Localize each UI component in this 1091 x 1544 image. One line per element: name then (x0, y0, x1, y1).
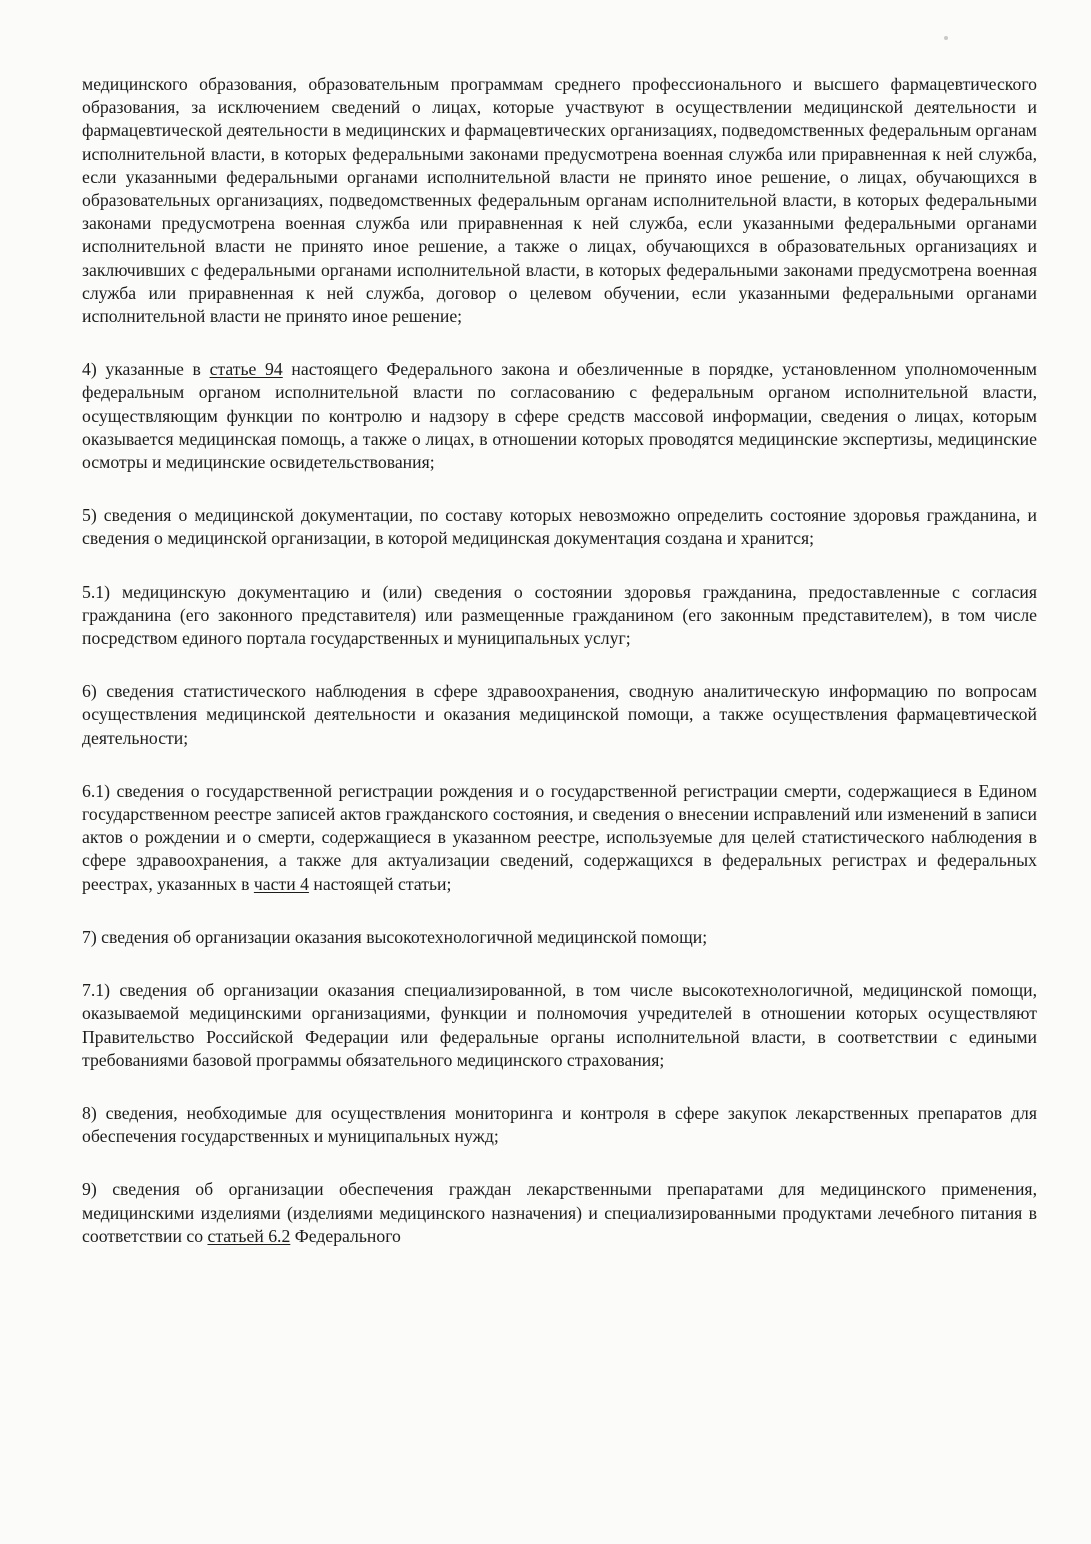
paragraph-item-6-1-text-before: 6.1) сведения о государственной регистрации рождения и о государственной регистрации смерти, содержащиеся в Едином государственном реестре записей актов гражданского состояния, и сведения о внесении исправлений или изменений в записи актов о рождении и о смерти, содержащиеся в указанном реестре, используемые для целей статистического наблюдения в сфере здравоохранения, а также для актуализации сведений, содержащихся в федеральных регистрах и федеральных реестрах, указанных в (82, 780, 1037, 894)
paragraph-item-4-text-before: 4) указанные в (82, 359, 210, 380)
link-part-4[interactable]: части 4 (253, 873, 309, 894)
paragraph-continuation: медицинского образования, образовательным программам среднего профессионального и высшего фармацевтического образования, за исключением сведений о лицах, которые участвуют в осуществлении медицинской деятельности и фармацевтической деятельности в медицинских и фармацевтических организациях, подведомственных федеральным органам исполнительной власти, в которых федеральными законами предусмотрена военная служба или приравненная к ней служба, если указанными федеральными органами исполнительной власти не принято иное решение, о лицах, обучающихся в образовательных организациях, подведомственных федеральным органам исполнительной власти, в которых федеральными законами предусмотрена военная служба или приравненная к ней служба, если указанными федеральными органами исполнительной власти не принято иное решение, а также о лицах, обучающихся в образовательных организациях и заключивших с федеральными органами исполнительной власти, в которых федеральными законами предусмотрена военная служба или приравненная к ней служба, договор о целевом обучении, если указанными федеральными органами исполнительной власти не принято иное решение; (82, 74, 1037, 327)
paragraph-item-8: 8) сведения, необходимые для осуществления мониторинга и контроля в сфере закупок лекарственных препаратов для обеспечения государственных и муниципальных нужд; (82, 1102, 1037, 1147)
paragraph-item-5: 5) сведения о медицинской документации, по составу которых невозможно определить состояние здоровья гражданина, и сведения о медицинской организации, в которой медицинская документация создана и хранится; (82, 505, 1037, 549)
paragraph-item-6: 6) сведения статистического наблюдения в сфере здравоохранения, сводную аналитическую информацию по вопросам осуществления медицинской деятельности и оказания медицинской помощи, а также осуществления фармацевтической деятельности; (82, 681, 1037, 748)
paragraph-item-4 (82, 358, 1037, 474)
paragraph-item-9-text-after: Федерального (290, 1225, 401, 1246)
link-article-6-2[interactable]: статьей 6.2 (207, 1225, 291, 1246)
paragraph-item-7-1: 7.1) сведения об организации оказания специализированной, в том числе высокотехнологичной, медицинской помощи, оказываемой медицинскими организациями, функции и полномочия учредителей в отношении которых осуществляют Правительство Российской Федерации или федеральные органы исполнительной власти, в соответствии с едиными требованиями базовой программы обязательного медицинского страхования; (82, 980, 1037, 1070)
paragraph-item-6-1 (82, 780, 1037, 896)
paragraph-item-9-text-before: 9) сведения об организации обеспечения граждан лекарственными препаратами для медицинского применения, медицинскими изделиями (изделиями медицинского назначения) и специализированными продуктами лечебного питания в соответствии со (82, 1179, 1037, 1246)
paragraph-item-7: 7) сведения об организации оказания высокотехнологичной медицинской помощи; (82, 926, 708, 947)
paragraph-item-6-1-text-after: настоящей статьи; (308, 873, 452, 894)
scan-speck (944, 36, 948, 40)
link-article-94[interactable]: статье 94 (209, 359, 283, 380)
paragraph-item-5-1: 5.1) медицинскую документацию и (или) сведения о состоянии здоровья гражданина, предоставленные с согласия гражданина (его законного представителя) или размещенные гражданином (его законным представителем), в том числе посредством единого портала государственных и муниципальных услуг; (82, 581, 1037, 649)
document-body (82, 73, 1037, 1278)
paragraph-item-4-text-after: настоящего Федерального закона и обезличенные в порядке, установленном уполномоченным федеральным органом исполнительной власти по согласованию с федеральным органом исполнительной власти, осуществляющим функции по контролю и надзору в сфере средств массовой информации, сведения о лицах, которым оказывается медицинская помощь, а также о лицах, в отношении которых проводятся медицинские экспертизы, медицинские осмотры и медицинские освидетельствования; (82, 359, 1038, 473)
paragraph-item-9 (82, 1178, 1037, 1248)
